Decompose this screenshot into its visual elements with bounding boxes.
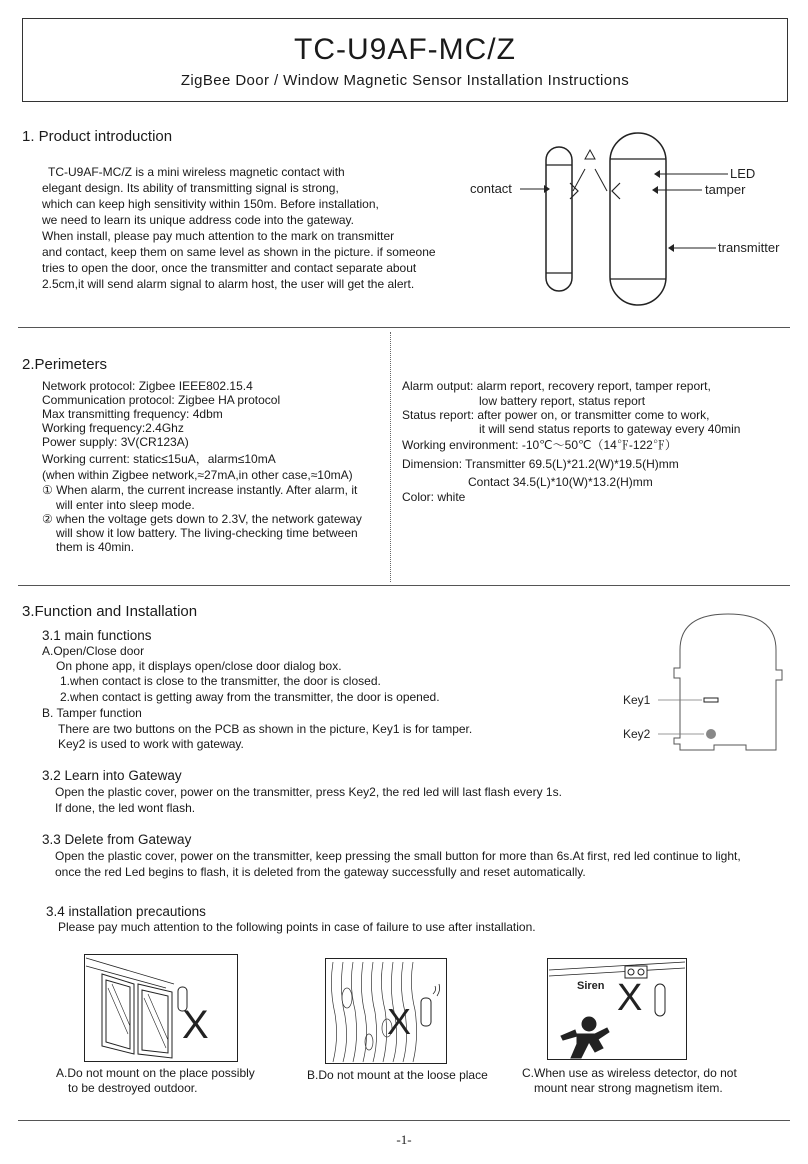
learn-heading: 3.2 Learn into Gateway (42, 768, 182, 783)
illustration-magnetism (547, 958, 687, 1060)
spec-line: it will send status reports to gateway every 40min (479, 422, 741, 436)
no-mark: X (387, 1001, 412, 1042)
intro-line: When install, please pay much attention to the mark on transmitter (42, 229, 395, 243)
function-line: Key2 is used to work with gateway. (58, 737, 244, 751)
caption-a: A.Do not mount on the place possibly (56, 1066, 255, 1080)
led-label: LED (730, 166, 756, 181)
spec-line: Working current: static≤15uA，alarm≤10mA (42, 452, 276, 466)
learn-line: If done, the led wont flash. (55, 801, 196, 815)
divider (18, 327, 790, 328)
illustration-outdoor (84, 954, 238, 1062)
tamper-label: tamper (705, 182, 746, 197)
key1-label: Key1 (623, 693, 651, 707)
divider (18, 1120, 790, 1121)
pcb-diagram (618, 610, 790, 760)
intro-line: tries to open the door, once the transmitter and contact separate about (42, 261, 417, 275)
spec-line: Network protocol: Zigbee IEEE802.15.4 (42, 379, 253, 393)
spec-line: Working environment: -10℃～50℃（14℉-122℉） (402, 438, 677, 452)
spec-line: Alarm output: alarm report, recovery report, tamper report, (402, 379, 711, 393)
key2-button-icon (706, 729, 716, 739)
spec-line: Power supply: 3V(CR123A) (42, 435, 189, 449)
precautions-heading: 3.4 installation precautions (46, 904, 206, 919)
spec-line: Contact 34.5(L)*10(W)*13.2(H)mm (468, 475, 653, 489)
function-line: 1.when contact is close to the transmitter, the door is closed. (60, 674, 381, 688)
spec-line: (when within Zigbee network,≈27mA,in other case,≈10mA) (42, 468, 353, 482)
key1-button-icon (704, 698, 718, 702)
spec-line: Color: white (402, 490, 466, 504)
spec-line: low battery report, status report (479, 394, 646, 408)
page-number: -1- (396, 1132, 412, 1147)
spec-line: Dimension: Transmitter 69.5(L)*21.2(W)*19.5(H)mm (402, 457, 679, 471)
intro-line: which can keep high sensitivity within 150m. Before installation, (42, 197, 379, 211)
delete-heading: 3.3 Delete from Gateway (42, 832, 192, 847)
page-subtitle: ZigBee Door / Window Magnetic Sensor Installation Instructions (180, 72, 630, 89)
title-box (22, 18, 788, 102)
siren-label: Siren (577, 980, 605, 992)
no-mark: X (182, 1003, 209, 1047)
caption-c: C.When use as wireless detector, do not (522, 1066, 737, 1080)
caption-c: mount near strong magnetism item. (534, 1081, 723, 1095)
function-line: A.Open/Close door (42, 644, 145, 658)
intro-line: elegant design. Its ability of transmitting signal is strong, (42, 181, 339, 195)
intro-line: and contact, keep them on same level as shown in the picture. if someone (42, 245, 436, 259)
intro-line: 2.5cm,it will send alarm signal to alarm host, the user will get the alert. (42, 277, 415, 291)
sensor-diagram (460, 125, 800, 325)
key2-label: Key2 (623, 727, 651, 741)
spec-line: ① When alarm, the current increase instantly. After alarm, it (42, 483, 358, 497)
intro-line: TC-U9AF-MC/Z is a mini wireless magnetic contact with (48, 165, 345, 179)
spec-line: will show it low battery. The living-checking time between (56, 526, 358, 540)
precautions-line: Please pay much attention to the following points in case of failure to use after installation. (58, 920, 536, 934)
main-functions-heading: 3.1 main functions (42, 628, 152, 643)
contact-illustration (546, 147, 578, 291)
function-line: There are two buttons on the PCB as shown in the picture, Key1 is for tamper. (58, 722, 473, 736)
function-heading: 3.Function and Installation (22, 603, 198, 620)
contact-label: contact (470, 181, 512, 196)
column-divider (390, 332, 391, 582)
intro-line: we need to learn its unique address code into the gateway. (42, 213, 354, 227)
caption-a: to be destroyed outdoor. (68, 1081, 198, 1095)
transmitter-illustration (610, 133, 666, 305)
spec-line: Status report: after power on, or transmitter come to work, (402, 408, 710, 422)
divider (18, 585, 790, 586)
intro-heading: 1. Product introduction (22, 128, 173, 145)
spec-line: Communication protocol: Zigbee HA protocol (42, 393, 281, 407)
spec-line: will enter into sleep mode. (56, 498, 195, 512)
perimeters-heading: 2.Perimeters (22, 356, 108, 373)
spec-line: Working frequency:2.4Ghz (42, 421, 184, 435)
transmitter-label: transmitter (718, 240, 780, 255)
spec-line: Max transmitting frequency: 4dbm (42, 407, 223, 421)
function-line: 2.when contact is getting away from the transmitter, the door is opened. (60, 690, 440, 704)
spec-line: ② when the voltage gets down to 2.3V, the network gateway (42, 512, 362, 526)
alignment-mark-icon (573, 150, 607, 191)
function-line: On phone app, it displays open/close door dialog box. (56, 659, 342, 673)
learn-line: Open the plastic cover, power on the transmitter, press Key2, the red led will last flash every 1s. (55, 785, 562, 799)
no-mark: X (617, 977, 643, 1019)
spec-line: them is 40min. (56, 540, 135, 554)
function-line: B. Tamper function (42, 706, 142, 720)
delete-line: once the red Led begins to flash, it is deleted from the gateway successfully and reset automatically. (55, 865, 586, 879)
caption-b: B.Do not mount at the loose place (307, 1068, 488, 1082)
delete-line: Open the plastic cover, power on the transmitter, keep pressing the small button for more than 6s.At first, red led continue to light, (55, 849, 741, 863)
page-title: TC-U9AF-MC/Z (294, 33, 516, 66)
illustration-loose (325, 958, 447, 1064)
